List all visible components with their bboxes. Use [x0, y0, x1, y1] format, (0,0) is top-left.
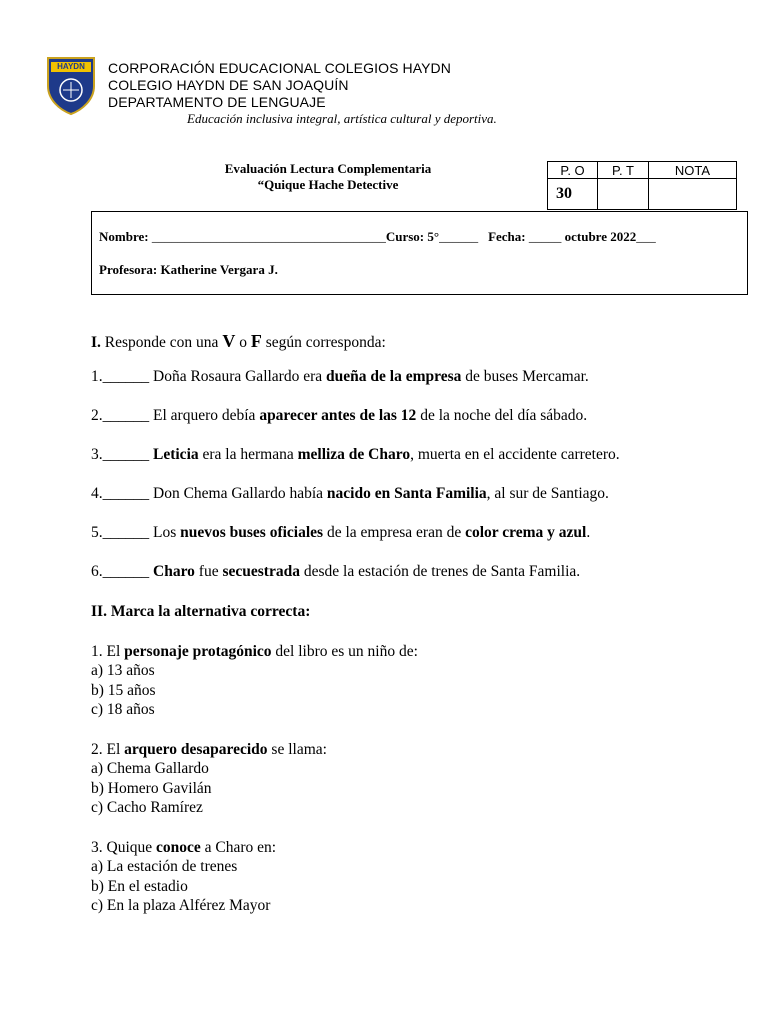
question-text: del libro es un niño de:: [271, 643, 418, 660]
statement-text: , muerta en el accidente carretero.: [410, 446, 620, 463]
question-text: 2. El: [91, 741, 125, 758]
statement-text: de la noche del día sábado.: [416, 407, 588, 424]
statement-text: era la hermana: [198, 446, 298, 463]
statement-keyword: melliza de Charo: [297, 446, 411, 463]
mc-option[interactable]: c) Cacho Ramírez: [91, 799, 203, 816]
student-info-line: [99, 229, 656, 245]
mc-option[interactable]: c) En la plaza Alférez Mayor: [91, 897, 271, 914]
logo-text: HAYDN: [57, 62, 85, 71]
question-text: 3. Quique: [91, 839, 157, 856]
statement-text: de buses Mercamar.: [461, 368, 589, 385]
tf-statement-1: [91, 368, 589, 386]
question-keyword: arquero desaparecido: [124, 741, 268, 758]
header-motto: Educación inclusiva integral, artística cultural y deportiva.: [187, 111, 497, 126]
section1-text-b: según corresponda:: [261, 334, 386, 351]
teacher-line: [99, 262, 278, 278]
score-po-value: 30: [548, 179, 598, 210]
question-text: a Charo en:: [200, 839, 277, 856]
date-label: Fecha:: [488, 229, 529, 244]
header-department: DEPARTAMENTO DE LENGUAJE: [108, 94, 326, 110]
statement-text: .: [586, 524, 591, 541]
question-keyword: personaje protagónico: [124, 643, 272, 660]
statement-text: de la empresa eran de: [323, 524, 466, 541]
statement-text: Los: [153, 524, 181, 541]
mc-question-1: [91, 643, 418, 661]
evaluation-title: Evaluación Lectura Complementaria: [224, 161, 432, 176]
mc-option[interactable]: a) La estación de trenes: [91, 858, 238, 875]
student-info-box: [91, 211, 748, 295]
section2-heading: II. Marca la alternativa correcta:: [91, 603, 311, 620]
false-letter: F: [250, 331, 262, 351]
teacher-name: Katherine Vergara J.: [160, 262, 278, 277]
mc-option[interactable]: b) Homero Gavilán: [91, 779, 212, 797]
statement-keyword: Charo: [153, 563, 195, 580]
statement-keyword: color crema y azul: [465, 524, 587, 541]
statement-keyword: secuestrada: [222, 563, 300, 580]
tf-statement-4: [91, 485, 609, 503]
header-school: COLEGIO HAYDN DE SAN JOAQUÍN: [108, 77, 349, 93]
header-corporation: CORPORACIÓN EDUCACIONAL COLEGIOS HAYDN: [108, 60, 451, 76]
tf-answer-blank[interactable]: 2.______: [91, 407, 153, 424]
date-month: octubre 2022: [561, 229, 637, 244]
teacher-label: Profesora:: [99, 262, 161, 277]
tf-statement-5: [91, 524, 590, 542]
tf-answer-blank[interactable]: 1.______: [91, 368, 153, 385]
statement-keyword: nacido en Santa Familia: [326, 485, 487, 502]
mc-question-3: [91, 839, 276, 857]
statement-text: desde la estación de trenes de Santa Familia.: [299, 563, 581, 580]
statement-text: Don Chema Gallardo había: [153, 485, 327, 502]
statement-text: fue: [194, 563, 223, 580]
score-header-pt: P. T: [598, 162, 649, 179]
statement-text: , al sur de Santiago.: [486, 485, 609, 502]
statement-keyword: Leticia: [153, 446, 199, 463]
question-keyword: conoce: [156, 839, 201, 856]
tf-answer-blank[interactable]: 6.______: [91, 563, 153, 580]
score-pt-value[interactable]: [598, 179, 649, 210]
date-tail: ___: [636, 229, 656, 244]
tf-answer-blank[interactable]: 3.______: [91, 446, 153, 463]
statement-text: El arquero debía: [153, 407, 260, 424]
section1-text-a: Responde con una: [100, 334, 223, 351]
name-blank[interactable]: ____________________________________: [151, 229, 386, 244]
mc-option[interactable]: b) 15 años: [91, 681, 156, 699]
question-text: se llama:: [267, 741, 327, 758]
mc-option[interactable]: a) Chema Gallardo: [91, 760, 209, 777]
statement-text: Doña Rosaura Gallardo era: [153, 368, 327, 385]
school-logo: [46, 56, 96, 116]
question-text: 1. El: [91, 643, 125, 660]
mc-question-2: [91, 741, 327, 759]
tf-statement-3: [91, 446, 620, 464]
section1-numeral: I.: [91, 334, 101, 351]
mc-option[interactable]: b) En el estadio: [91, 877, 188, 895]
statement-keyword: nuevos buses oficiales: [180, 524, 324, 541]
statement-keyword: dueña de la empresa: [326, 368, 462, 385]
score-nota-value[interactable]: [649, 179, 737, 210]
score-header-nota: NOTA: [649, 162, 737, 179]
tf-answer-blank[interactable]: 4.______: [91, 485, 153, 502]
mc-option[interactable]: a) 13 años: [91, 662, 155, 679]
tf-statement-2: [91, 407, 587, 425]
score-table: [547, 161, 737, 210]
mc-option[interactable]: c) 18 años: [91, 701, 155, 718]
tf-statement-6: [91, 563, 580, 581]
statement-keyword: aparecer antes de las 12: [259, 407, 417, 424]
section1-or: o: [235, 334, 251, 351]
course-blank[interactable]: ______: [439, 229, 479, 244]
tf-answer-blank[interactable]: 5.______: [91, 524, 153, 541]
score-header-po: P. O: [548, 162, 598, 179]
section1-heading: [91, 331, 386, 352]
true-letter: V: [222, 331, 236, 351]
course-label: Curso: 5°: [385, 229, 440, 244]
date-blank[interactable]: _____: [528, 229, 562, 244]
name-label: Nombre:: [99, 229, 152, 244]
book-title: “Quique Hache Detective: [257, 177, 399, 192]
